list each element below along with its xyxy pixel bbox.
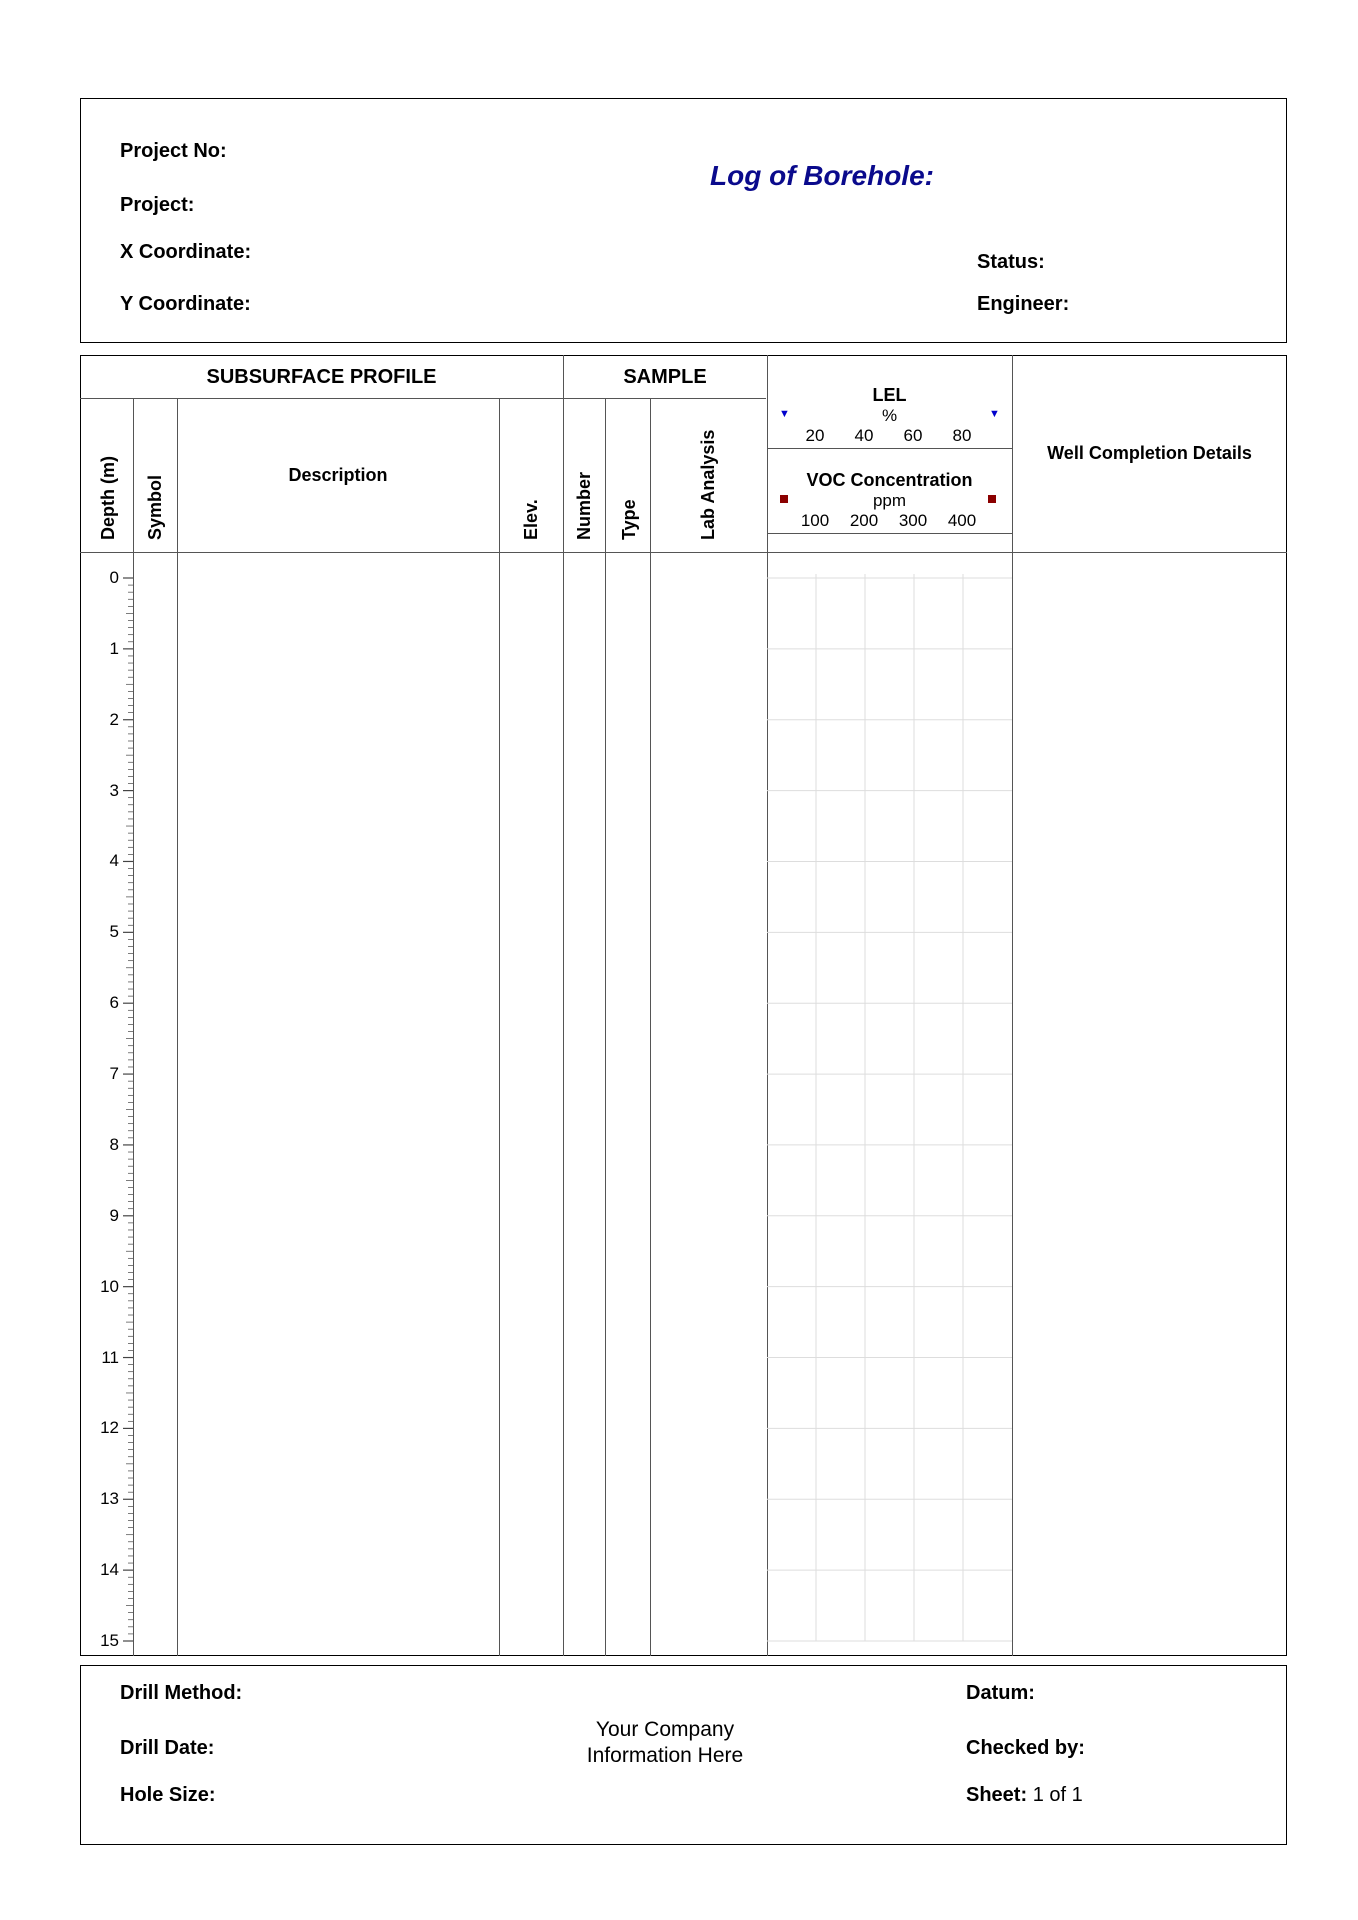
- col-line-elev: [563, 355, 564, 1656]
- sheet-label-text: Sheet:: [966, 1784, 1028, 1806]
- company-line-2: Information Here: [586, 1744, 744, 1767]
- checked-by-label: Checked by:: [966, 1737, 1085, 1759]
- depth-label: 13: [100, 1489, 119, 1509]
- drill-date-label: Drill Date:: [120, 1737, 215, 1759]
- voc-axis-line: [767, 533, 1012, 534]
- lel-marker-left-icon: ▼: [779, 408, 790, 420]
- col-header-description: Description: [288, 465, 388, 485]
- lel-unit: %: [881, 406, 898, 425]
- voc-tick-100: 100: [800, 511, 830, 530]
- drill-method-label: Drill Method:: [120, 1682, 243, 1704]
- voc-tick-400: 400: [947, 511, 977, 530]
- project-label: Project:: [120, 194, 195, 216]
- x-coordinate-label: X Coordinate:: [120, 241, 252, 263]
- depth-label: 6: [109, 993, 119, 1013]
- header-bottom-line: [80, 552, 1287, 553]
- depth-label: 8: [109, 1134, 119, 1154]
- col-line-lab: [767, 355, 768, 1656]
- col-header-lab-analysis: Lab Analysis: [698, 429, 718, 540]
- voc-title: VOC Concentration: [806, 470, 973, 490]
- depth-label: 14: [100, 1560, 119, 1580]
- lel-title: LEL: [872, 385, 907, 405]
- lel-tick-60: 60: [903, 426, 923, 445]
- voc-tick-200: 200: [849, 511, 879, 530]
- depth-label: 2: [109, 709, 119, 729]
- col-header-depth: Depth (m): [98, 456, 118, 540]
- y-coordinate-label: Y Coordinate:: [120, 293, 251, 315]
- lel-tick-20: 20: [805, 426, 825, 445]
- depth-label: 3: [109, 780, 119, 800]
- depth-label: 1: [109, 638, 119, 658]
- group-header-line: [80, 398, 766, 399]
- col-header-type: Type: [619, 499, 639, 540]
- lel-tick-40: 40: [854, 426, 874, 445]
- hole-size-label: Hole Size:: [120, 1784, 216, 1806]
- group-sample: SAMPLE: [623, 366, 707, 388]
- depth-label: 12: [100, 1418, 119, 1438]
- group-subsurface-profile: SUBSURFACE PROFILE: [206, 366, 437, 388]
- col-line-type: [650, 398, 651, 1656]
- header-box: [80, 98, 1287, 343]
- depth-label: 11: [101, 1347, 119, 1367]
- company-line-1: Your Company: [595, 1718, 735, 1741]
- depth-label: 4: [109, 851, 119, 871]
- col-header-well-completion: Well Completion Details: [1047, 443, 1252, 463]
- col-line-number: [605, 398, 606, 1656]
- lel-axis-line: [767, 448, 1012, 449]
- depth-label: 5: [109, 922, 119, 942]
- page-title: Log of Borehole:: [710, 160, 934, 191]
- voc-tick-300: 300: [898, 511, 928, 530]
- lel-marker-right-icon: ▼: [989, 408, 1000, 420]
- status-label: Status:: [977, 251, 1045, 273]
- voc-marker-left-icon: [780, 495, 788, 503]
- depth-label: 7: [109, 1064, 119, 1084]
- lel-tick-80: 80: [952, 426, 972, 445]
- col-line-description: [499, 398, 500, 1656]
- col-header-elev: Elev.: [521, 499, 541, 540]
- col-line-graph: [1012, 355, 1013, 1656]
- depth-label: 15: [100, 1631, 119, 1650]
- col-header-symbol: Symbol: [145, 474, 165, 540]
- project-no-label: Project No:: [120, 140, 227, 162]
- depth-label: 10: [100, 1276, 119, 1296]
- col-header-number: Number: [574, 471, 594, 540]
- datum-label: Datum:: [966, 1682, 1035, 1704]
- depth-label: 9: [109, 1205, 119, 1225]
- sheet-label: [966, 1784, 1083, 1807]
- col-line-depth: [133, 398, 134, 1656]
- log-table: [80, 355, 1287, 1656]
- sheet-value: 1 of 1: [1032, 1784, 1083, 1806]
- engineer-label: Engineer:: [977, 293, 1070, 315]
- depth-label: 0: [109, 568, 119, 587]
- voc-unit: ppm: [872, 491, 907, 510]
- voc-marker-right-icon: [988, 495, 996, 503]
- col-line-symbol: [177, 398, 178, 1656]
- company-info: [530, 1717, 800, 1769]
